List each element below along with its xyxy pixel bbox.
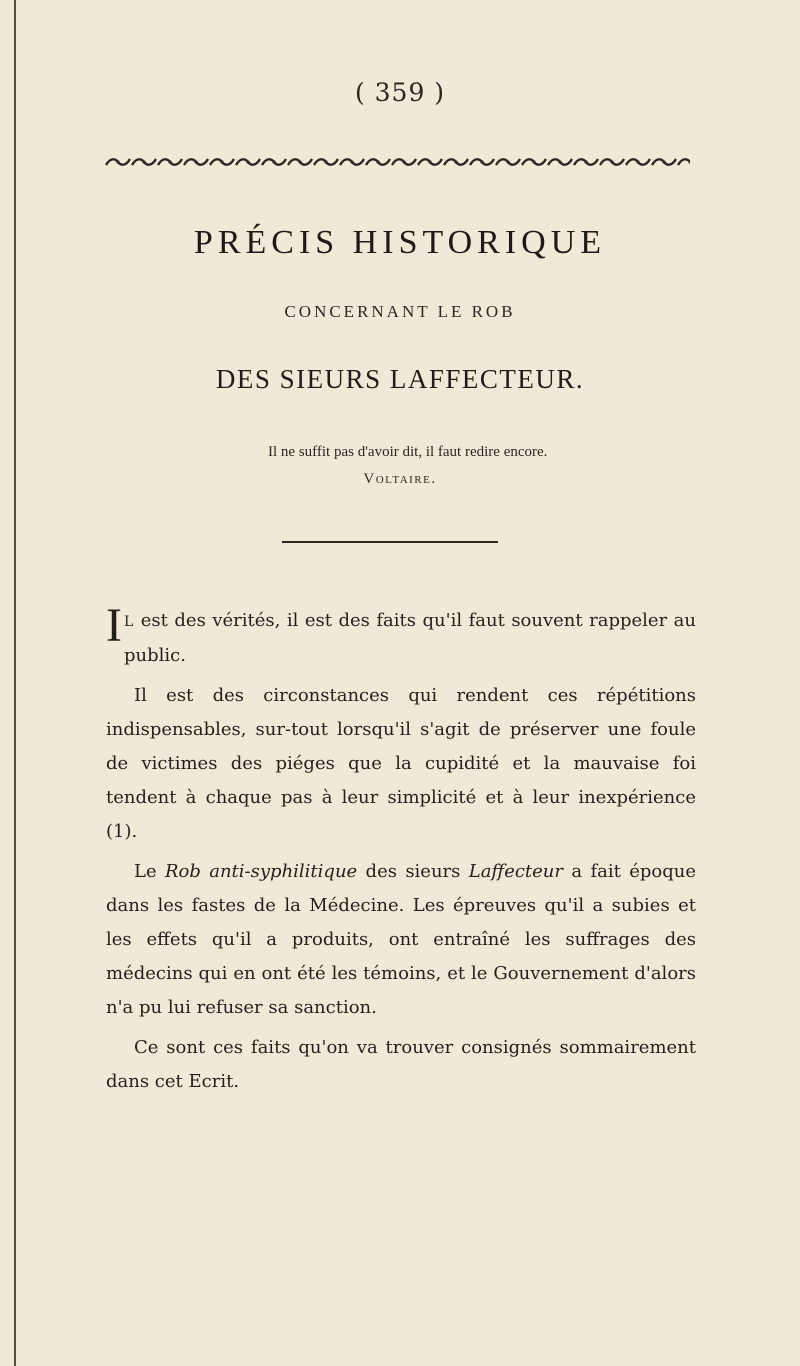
ornamental-border xyxy=(105,154,690,170)
paragraph-3-middle: des sieurs xyxy=(357,861,469,882)
epigraph-author: Voltaire. xyxy=(363,471,437,487)
body-text xyxy=(106,599,696,1105)
paragraph-4: Ce sont ces faits qu'on va trouver consignés sommairement dans cet Ecrit. xyxy=(106,1037,696,1092)
section-rule xyxy=(282,541,498,543)
epigraph-quote: Il ne suffit pas d'avoir dit, il faut redire encore. xyxy=(268,444,548,460)
paragraph-3 xyxy=(106,855,696,1025)
subtitle: CONCERNANT LE ROB xyxy=(284,302,516,321)
subtitle-names: DES SIEURS LAFFECTEUR. xyxy=(215,364,585,394)
paragraph-1 xyxy=(106,599,696,673)
paragraph-3-end: a fait époque dans les fastes de la Médecine. Les épreuves qu'il a subies et les effets qu'il a produits, ont entraîné les suffrages des médecins qui en ont été les témoins, et le Gouvernement d'alors n'a pu lui refuser sa sanction. xyxy=(106,861,696,1018)
paragraph-3-italic-rob: Rob anti-syphilitique xyxy=(164,861,358,882)
paragraph-3-start: Le xyxy=(134,861,165,882)
drop-cap-continuation: L xyxy=(123,614,135,630)
drop-cap: I xyxy=(106,599,122,652)
paragraph-1-text: est des vérités, il est des faits qu'il faut souvent rappeler au public. xyxy=(123,610,696,666)
page-edge-line xyxy=(14,0,16,1366)
paragraph-2: Il est des circonstances qui rendent ces répétitions indispensables, sur-tout lorsqu'il s'agit de préserver une foule de victimes des piéges que la cupidité et la mauvaise foi tendent à chaque pas à leur simplicité et à leur inexpérience (1). xyxy=(106,685,696,842)
main-title: PRÉCIS HISTORIQUE xyxy=(193,224,607,261)
page-number: ( 359 ) xyxy=(354,78,446,107)
paragraph-3-italic-laffecteur: Laffecteur xyxy=(468,861,564,882)
